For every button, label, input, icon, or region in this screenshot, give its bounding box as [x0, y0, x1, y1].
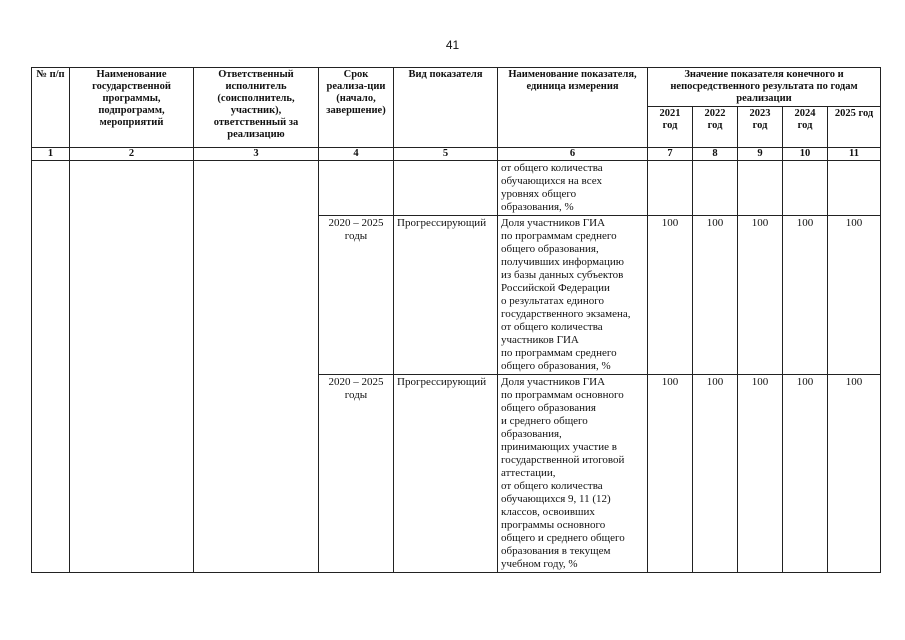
indicator-name-cell: Доля участников ГИА по программам среднего общего образования, получивших информацию из базы данных субъектов Российской Федерации о результатах единого государственного экзамена, от общего количества участников ГИА по программам среднего общего образования, % [498, 216, 648, 375]
header-executor: Ответственный исполнитель (соисполнитель, участник), ответственный за реализацию [194, 68, 319, 148]
value-2022-cell [693, 161, 738, 216]
value-2022-cell: 100 [693, 375, 738, 573]
header-year-2023: 2023 год [738, 107, 783, 148]
value-2021-cell [648, 161, 693, 216]
column-number: 2 [70, 148, 194, 161]
header-year-2025: 2025 год [828, 107, 881, 148]
column-numbers-row [32, 148, 881, 161]
value-2022-cell: 100 [693, 216, 738, 375]
value-2025-cell: 100 [828, 216, 881, 375]
column-number: 10 [783, 148, 828, 161]
column-number: 11 [828, 148, 881, 161]
header-indicator-name: Наименование показателя, единица измерения [498, 68, 648, 148]
header-year-2022: 2022 год [693, 107, 738, 148]
column-number: 5 [394, 148, 498, 161]
header-program: Наименование государственной программы, подпрограмм, мероприятий [70, 68, 194, 148]
header-values-group: Значение показателя конечного и непосредственного результата по годам реализации [648, 68, 881, 107]
table-header [32, 68, 881, 161]
indicator-type-cell: Прогрессирующий [394, 375, 498, 573]
num-cell [32, 161, 70, 573]
table-row [32, 161, 881, 216]
header-year-2021: 2021 год [648, 107, 693, 148]
value-2021-cell: 100 [648, 216, 693, 375]
header-term: Срок реализа-ции (начало, завершение) [319, 68, 394, 148]
column-number: 8 [693, 148, 738, 161]
value-2023-cell [738, 161, 783, 216]
value-2023-cell: 100 [738, 375, 783, 573]
column-number: 6 [498, 148, 648, 161]
value-2025-cell [828, 161, 881, 216]
header-year-2024: 2024 год [783, 107, 828, 148]
value-2021-cell: 100 [648, 375, 693, 573]
header-indicator-type: Вид показателя [394, 68, 498, 148]
indicator-name-cell: от общего количества обучающихся на всех уровнях общего образования, % [498, 161, 648, 216]
value-2024-cell [783, 161, 828, 216]
indicator-name-cell: Доля участников ГИА по программам основного общего образования и среднего общего образования, принимающих участие в государственной итоговой аттестации, от общего количества обучающихся 9, 11 (12) классов, освоивших программы основного общего и среднего общего образования в текущем учебном году, % [498, 375, 648, 573]
value-2024-cell: 100 [783, 375, 828, 573]
column-number: 1 [32, 148, 70, 161]
column-number: 4 [319, 148, 394, 161]
term-cell: 2020 – 2025 годы [319, 216, 394, 375]
program-indicators-table [31, 67, 881, 573]
column-number: 7 [648, 148, 693, 161]
value-2024-cell: 100 [783, 216, 828, 375]
value-2023-cell: 100 [738, 216, 783, 375]
column-number: 3 [194, 148, 319, 161]
value-2025-cell: 100 [828, 375, 881, 573]
indicator-type-cell [394, 161, 498, 216]
header-num: № п/п [32, 68, 70, 148]
program-cell [70, 161, 194, 573]
page-number: 41 [445, 38, 460, 52]
indicator-type-cell: Прогрессирующий [394, 216, 498, 375]
term-cell [319, 161, 394, 216]
executor-cell [194, 161, 319, 573]
column-number: 9 [738, 148, 783, 161]
term-cell: 2020 – 2025 годы [319, 375, 394, 573]
